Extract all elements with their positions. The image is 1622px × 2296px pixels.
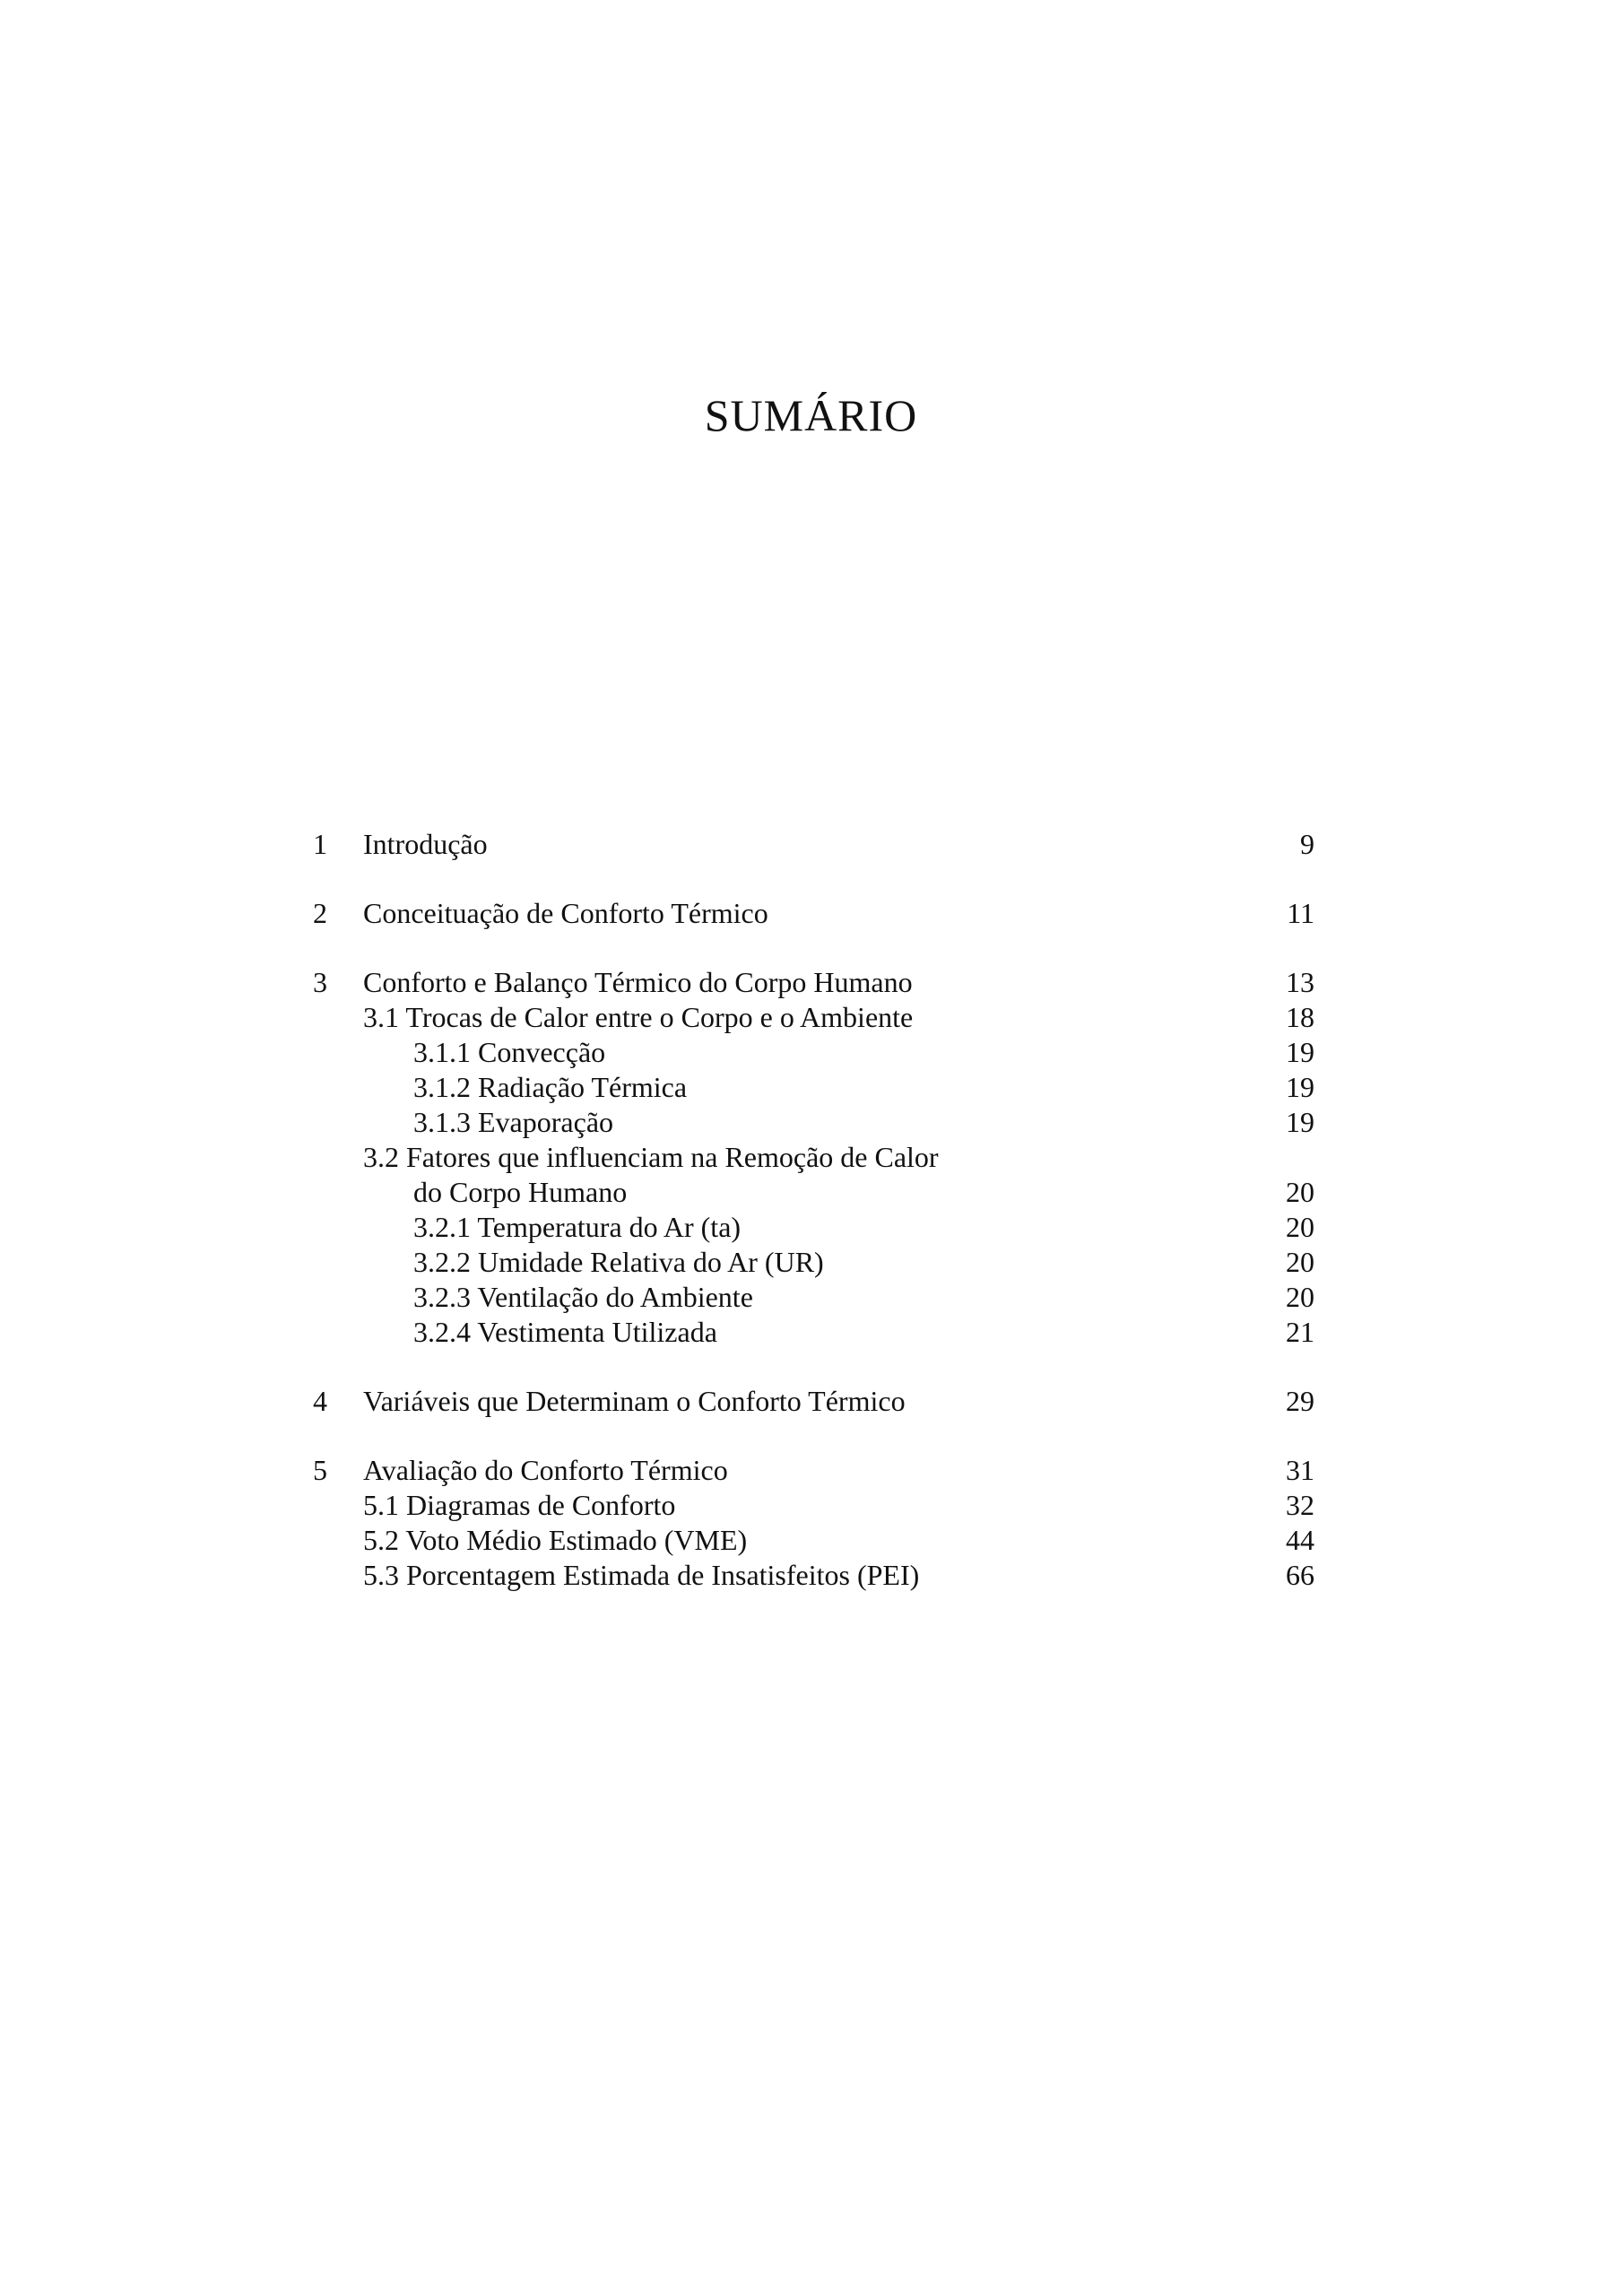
- toc-entry-title: 3.1.2 Radiação Térmica: [413, 1071, 688, 1103]
- toc-entry-page: 11: [1287, 897, 1314, 929]
- toc-entry-page: 13: [1286, 966, 1314, 998]
- toc-entry-title: 3.1 Trocas de Calor entre o Corpo e o Ambiente: [363, 1001, 914, 1033]
- toc-entry-page: 19: [1286, 1071, 1314, 1103]
- toc-entry-number: 2: [313, 897, 327, 929]
- page-title: SUMÁRIO: [704, 390, 918, 440]
- toc-entry-title-continued: do Corpo Humano: [413, 1176, 628, 1208]
- toc-entry-page: 20: [1286, 1176, 1314, 1208]
- toc-entry-page: 44: [1286, 1524, 1314, 1556]
- toc-entry-page: 20: [1286, 1281, 1314, 1313]
- toc-entry-page: 20: [1286, 1211, 1314, 1243]
- toc-entry-page: 20: [1286, 1246, 1314, 1278]
- toc-entry-title: 3.2.3 Ventilação do Ambiente: [413, 1281, 753, 1313]
- toc-entry-number: 4: [313, 1385, 327, 1417]
- toc-entry-page: 18: [1286, 1001, 1314, 1033]
- toc-entry-page: 19: [1286, 1106, 1314, 1138]
- toc-entry-page: 31: [1286, 1454, 1314, 1486]
- toc-entry-page: 29: [1286, 1385, 1314, 1417]
- toc-entry-page: 9: [1300, 828, 1314, 860]
- toc-entry-title: 3.1.1 Convecção: [413, 1036, 606, 1068]
- toc-entry-page: 19: [1286, 1036, 1314, 1068]
- toc-entry-title: Conforto e Balanço Térmico do Corpo Humano: [363, 966, 913, 998]
- toc-entry-title: Introdução: [363, 828, 488, 860]
- toc-entry-title: 5.3 Porcentagem Estimada de Insatisfeitos (PEI): [363, 1559, 920, 1591]
- toc-entry-title: Variáveis que Determinam o Conforto Térmico: [363, 1385, 906, 1417]
- toc-entry-page: 66: [1286, 1559, 1314, 1591]
- toc-entry-number: 3: [313, 966, 327, 998]
- toc-entry-title: 3.1.3 Evaporação: [413, 1106, 614, 1138]
- toc-entry-number: 5: [313, 1454, 327, 1486]
- toc-entry-title: Conceituação de Conforto Térmico: [363, 897, 768, 929]
- toc-entry-title: 3.2.1 Temperatura do Ar (ta): [413, 1211, 742, 1243]
- toc-entry-title: 5.1 Diagramas de Conforto: [363, 1489, 676, 1521]
- toc-entry-page: 21: [1286, 1316, 1314, 1348]
- toc-entry-title: 3.2.2 Umidade Relativa do Ar (UR): [413, 1246, 824, 1278]
- toc-entry-title: Avaliação do Conforto Térmico: [363, 1454, 728, 1486]
- toc-entry-number: 1: [313, 828, 327, 860]
- toc-entry-title: 5.2 Voto Médio Estimado (VME): [363, 1524, 748, 1556]
- toc-entry-title: 3.2 Fatores que influenciam na Remoção de Calor: [363, 1141, 939, 1173]
- toc-entry-page: 32: [1286, 1489, 1314, 1521]
- toc-entry-title: 3.2.4 Vestimenta Utilizada: [413, 1316, 717, 1348]
